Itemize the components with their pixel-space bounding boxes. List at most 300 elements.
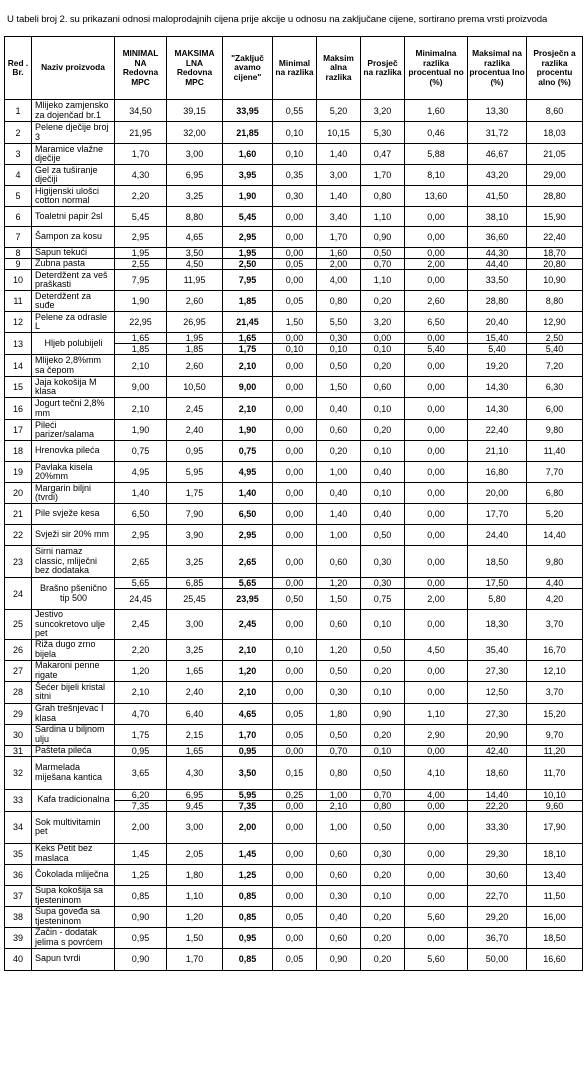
row-number-cell: 6 bbox=[5, 207, 32, 227]
value-cell: 2,65 bbox=[223, 546, 273, 578]
value-cell: 1,10 bbox=[167, 885, 223, 906]
value-cell: 8,60 bbox=[527, 100, 583, 122]
value-cell: 43,20 bbox=[468, 165, 527, 186]
value-cell: 0,80 bbox=[317, 291, 361, 312]
column-header: Naziv proizvoda bbox=[32, 37, 115, 100]
value-cell: 1,60 bbox=[317, 248, 361, 259]
value-cell: 1,20 bbox=[167, 906, 223, 927]
table-row bbox=[5, 681, 583, 703]
value-cell: 2,10 bbox=[223, 681, 273, 703]
row-number-cell: 16 bbox=[5, 398, 32, 420]
value-cell: 5,65 bbox=[223, 578, 273, 589]
value-cell: 0,60 bbox=[317, 546, 361, 578]
value-cell: 3,00 bbox=[167, 610, 223, 640]
value-cell: 0,95 bbox=[223, 745, 273, 756]
product-name-cell: Sardina u biljnom ulju bbox=[32, 724, 115, 745]
value-cell: 20,40 bbox=[468, 312, 527, 333]
value-cell: 0,40 bbox=[361, 462, 405, 483]
value-cell: 8,10 bbox=[405, 165, 468, 186]
value-cell: 2,10 bbox=[115, 681, 167, 703]
value-cell: 7,70 bbox=[527, 462, 583, 483]
value-cell: 1,00 bbox=[317, 462, 361, 483]
value-cell: 0,35 bbox=[273, 165, 317, 186]
row-number-cell: 7 bbox=[5, 227, 32, 248]
value-cell: 0,10 bbox=[361, 398, 405, 420]
value-cell: 22,95 bbox=[115, 312, 167, 333]
value-cell: 4,00 bbox=[405, 789, 468, 800]
value-cell: 0,00 bbox=[361, 333, 405, 344]
value-cell: 0,00 bbox=[273, 811, 317, 843]
value-cell: 0,00 bbox=[273, 525, 317, 546]
value-cell: 0,70 bbox=[361, 789, 405, 800]
value-cell: 3,25 bbox=[167, 186, 223, 207]
value-cell: 2,10 bbox=[223, 398, 273, 420]
value-cell: 0,60 bbox=[317, 610, 361, 640]
value-cell: 2,00 bbox=[405, 259, 468, 270]
value-cell: 0,00 bbox=[405, 660, 468, 681]
row-number-cell: 13 bbox=[5, 333, 32, 355]
product-name-cell: Pelene za odrasle L bbox=[32, 312, 115, 333]
value-cell: 3,00 bbox=[167, 144, 223, 165]
value-cell: 0,00 bbox=[405, 546, 468, 578]
value-cell: 22,20 bbox=[468, 800, 527, 811]
value-cell: 0,00 bbox=[405, 578, 468, 589]
row-number-cell: 34 bbox=[5, 811, 32, 843]
product-name-cell: Sapun tekući bbox=[32, 248, 115, 259]
value-cell: 0,25 bbox=[273, 789, 317, 800]
row-number-cell: 11 bbox=[5, 291, 32, 312]
row-number-cell: 24 bbox=[5, 578, 32, 610]
value-cell: 11,50 bbox=[527, 885, 583, 906]
value-cell: 4,00 bbox=[317, 270, 361, 291]
value-cell: 1,50 bbox=[317, 377, 361, 398]
value-cell: 1,20 bbox=[317, 639, 361, 660]
value-cell: 12,10 bbox=[527, 660, 583, 681]
column-header: Minimal na razlika bbox=[273, 37, 317, 100]
value-cell: 3,25 bbox=[167, 546, 223, 578]
value-cell: 1,25 bbox=[223, 864, 273, 885]
table-row bbox=[5, 504, 583, 525]
row-number-cell: 29 bbox=[5, 703, 32, 724]
value-cell: 1,10 bbox=[361, 207, 405, 227]
table-row bbox=[5, 703, 583, 724]
table-row bbox=[5, 660, 583, 681]
column-header: MAKSIMA LNA Redovna MPC bbox=[167, 37, 223, 100]
value-cell: 14,30 bbox=[468, 377, 527, 398]
value-cell: 0,50 bbox=[361, 811, 405, 843]
value-cell: 4,65 bbox=[223, 703, 273, 724]
product-name-cell: Mlijeko zamjensko za dojenčad br.1 bbox=[32, 100, 115, 122]
row-number-cell: 14 bbox=[5, 355, 32, 377]
table-row bbox=[5, 100, 583, 122]
value-cell: 0,00 bbox=[405, 377, 468, 398]
product-name-cell: Pašteta pileća bbox=[32, 745, 115, 756]
value-cell: 7,90 bbox=[167, 504, 223, 525]
value-cell: 3,50 bbox=[167, 248, 223, 259]
value-cell: 2,65 bbox=[115, 546, 167, 578]
column-header: Minimalna razlika procentual no (%) bbox=[405, 37, 468, 100]
value-cell: 6,80 bbox=[527, 483, 583, 504]
value-cell: 0,60 bbox=[317, 420, 361, 441]
table-row bbox=[5, 610, 583, 640]
value-cell: 0,00 bbox=[273, 546, 317, 578]
value-cell: 5,40 bbox=[405, 344, 468, 355]
value-cell: 17,70 bbox=[468, 504, 527, 525]
value-cell: 0,60 bbox=[317, 864, 361, 885]
value-cell: 0,00 bbox=[273, 227, 317, 248]
table-row bbox=[5, 525, 583, 546]
value-cell: 0,00 bbox=[405, 927, 468, 948]
value-cell: 0,20 bbox=[361, 291, 405, 312]
value-cell: 8,80 bbox=[167, 207, 223, 227]
value-cell: 0,00 bbox=[273, 441, 317, 462]
value-cell: 18,50 bbox=[468, 546, 527, 578]
value-cell: 0,05 bbox=[273, 724, 317, 745]
value-cell: 2,10 bbox=[223, 355, 273, 377]
value-cell: 0,00 bbox=[273, 504, 317, 525]
value-cell: 24,45 bbox=[115, 589, 167, 610]
value-cell: 0,75 bbox=[223, 441, 273, 462]
value-cell: 30,60 bbox=[468, 864, 527, 885]
value-cell: 21,05 bbox=[527, 144, 583, 165]
value-cell: 0,30 bbox=[273, 186, 317, 207]
table-row bbox=[5, 248, 583, 259]
value-cell: 0,90 bbox=[115, 906, 167, 927]
value-cell: 2,00 bbox=[223, 811, 273, 843]
value-cell: 0,00 bbox=[405, 270, 468, 291]
value-cell: 0,00 bbox=[273, 681, 317, 703]
value-cell: 1,80 bbox=[317, 703, 361, 724]
row-number-cell: 15 bbox=[5, 377, 32, 398]
value-cell: 16,00 bbox=[527, 906, 583, 927]
value-cell: 1,70 bbox=[223, 724, 273, 745]
value-cell: 4,50 bbox=[167, 259, 223, 270]
value-cell: 0,10 bbox=[273, 144, 317, 165]
value-cell: 0,00 bbox=[273, 610, 317, 640]
value-cell: 0,10 bbox=[361, 441, 405, 462]
value-cell: 29,00 bbox=[527, 165, 583, 186]
value-cell: 0,10 bbox=[273, 639, 317, 660]
value-cell: 6,00 bbox=[527, 398, 583, 420]
value-cell: 2,95 bbox=[223, 525, 273, 546]
value-cell: 0,70 bbox=[361, 259, 405, 270]
row-number-cell: 4 bbox=[5, 165, 32, 186]
value-cell: 0,70 bbox=[317, 745, 361, 756]
product-name-cell: Maramice vlažne dječije bbox=[32, 144, 115, 165]
value-cell: 4,95 bbox=[115, 462, 167, 483]
value-cell: 6,30 bbox=[527, 377, 583, 398]
value-cell: 1,20 bbox=[223, 660, 273, 681]
product-name-cell: Jogurt tečni 2,8% mm bbox=[32, 398, 115, 420]
table-row bbox=[5, 724, 583, 745]
table-row bbox=[5, 546, 583, 578]
value-cell: 0,00 bbox=[273, 462, 317, 483]
value-cell: 9,00 bbox=[223, 377, 273, 398]
value-cell: 1,40 bbox=[317, 144, 361, 165]
value-cell: 3,70 bbox=[527, 610, 583, 640]
value-cell: 15,90 bbox=[527, 207, 583, 227]
value-cell: 18,03 bbox=[527, 122, 583, 144]
value-cell: 21,45 bbox=[223, 312, 273, 333]
value-cell: 0,00 bbox=[273, 885, 317, 906]
value-cell: 0,05 bbox=[273, 703, 317, 724]
value-cell: 0,00 bbox=[405, 420, 468, 441]
value-cell: 2,10 bbox=[223, 639, 273, 660]
row-number-cell: 9 bbox=[5, 259, 32, 270]
value-cell: 5,95 bbox=[167, 462, 223, 483]
value-cell: 18,70 bbox=[527, 248, 583, 259]
value-cell: 0,00 bbox=[273, 745, 317, 756]
value-cell: 1,85 bbox=[167, 344, 223, 355]
value-cell: 2,90 bbox=[405, 724, 468, 745]
table-row bbox=[5, 462, 583, 483]
table-row bbox=[5, 122, 583, 144]
value-cell: 2,40 bbox=[167, 681, 223, 703]
product-name-cell: Čokolada mliječna bbox=[32, 864, 115, 885]
value-cell: 0,00 bbox=[273, 864, 317, 885]
product-name-cell: Začin - dodatak jelima s povrćem bbox=[32, 927, 115, 948]
row-number-cell: 30 bbox=[5, 724, 32, 745]
value-cell: 11,40 bbox=[527, 441, 583, 462]
row-number-cell: 26 bbox=[5, 639, 32, 660]
value-cell: 1,00 bbox=[317, 789, 361, 800]
value-cell: 2,00 bbox=[317, 259, 361, 270]
value-cell: 1,95 bbox=[115, 248, 167, 259]
value-cell: 0,10 bbox=[317, 344, 361, 355]
value-cell: 0,60 bbox=[317, 843, 361, 864]
row-number-cell: 37 bbox=[5, 885, 32, 906]
value-cell: 2,50 bbox=[527, 333, 583, 344]
value-cell: 0,30 bbox=[317, 885, 361, 906]
value-cell: 2,60 bbox=[405, 291, 468, 312]
table-row bbox=[5, 843, 583, 864]
row-number-cell: 8 bbox=[5, 248, 32, 259]
row-number-cell: 23 bbox=[5, 546, 32, 578]
value-cell: 0,05 bbox=[273, 948, 317, 970]
row-number-cell: 35 bbox=[5, 843, 32, 864]
value-cell: 1,85 bbox=[115, 344, 167, 355]
value-cell: 34,50 bbox=[115, 100, 167, 122]
value-cell: 0,40 bbox=[317, 398, 361, 420]
value-cell: 26,95 bbox=[167, 312, 223, 333]
product-name-cell: Pavlaka kisela 20%mm bbox=[32, 462, 115, 483]
value-cell: 2,10 bbox=[317, 800, 361, 811]
value-cell: 12,90 bbox=[527, 312, 583, 333]
table-row bbox=[5, 144, 583, 165]
value-cell: 2,95 bbox=[223, 227, 273, 248]
value-cell: 29,20 bbox=[468, 906, 527, 927]
value-cell: 1,25 bbox=[115, 864, 167, 885]
value-cell: 0,55 bbox=[273, 100, 317, 122]
value-cell: 4,50 bbox=[405, 639, 468, 660]
value-cell: 6,40 bbox=[167, 703, 223, 724]
value-cell: 0,20 bbox=[361, 906, 405, 927]
product-name-cell: Supa goveđa sa tjesteninom bbox=[32, 906, 115, 927]
product-name-cell: Deterdžent za suđe bbox=[32, 291, 115, 312]
value-cell: 15,40 bbox=[468, 333, 527, 344]
value-cell: 3,65 bbox=[115, 756, 167, 789]
table-row bbox=[5, 259, 583, 270]
value-cell: 1,40 bbox=[317, 504, 361, 525]
value-cell: 23,95 bbox=[223, 589, 273, 610]
value-cell: 6,50 bbox=[115, 504, 167, 525]
value-cell: 0,00 bbox=[405, 483, 468, 504]
value-cell: 1,00 bbox=[317, 811, 361, 843]
value-cell: 10,15 bbox=[317, 122, 361, 144]
value-cell: 0,30 bbox=[361, 546, 405, 578]
value-cell: 0,00 bbox=[273, 483, 317, 504]
value-cell: 0,00 bbox=[273, 843, 317, 864]
value-cell: 21,95 bbox=[115, 122, 167, 144]
product-name-cell: Margarin biljni (tvrdi) bbox=[32, 483, 115, 504]
value-cell: 0,00 bbox=[405, 462, 468, 483]
value-cell: 2,45 bbox=[167, 398, 223, 420]
value-cell: 5,45 bbox=[223, 207, 273, 227]
value-cell: 7,95 bbox=[223, 270, 273, 291]
value-cell: 0,00 bbox=[273, 578, 317, 589]
value-cell: 24,40 bbox=[468, 525, 527, 546]
table-row bbox=[5, 333, 583, 344]
value-cell: 0,85 bbox=[115, 885, 167, 906]
value-cell: 2,45 bbox=[115, 610, 167, 640]
value-cell: 9,45 bbox=[167, 800, 223, 811]
value-cell: 2,15 bbox=[167, 724, 223, 745]
value-cell: 1,75 bbox=[115, 724, 167, 745]
value-cell: 1,95 bbox=[167, 333, 223, 344]
value-cell: 4,30 bbox=[115, 165, 167, 186]
value-cell: 1,10 bbox=[361, 270, 405, 291]
value-cell: 22,40 bbox=[468, 420, 527, 441]
value-cell: 11,95 bbox=[167, 270, 223, 291]
table-row bbox=[5, 756, 583, 789]
row-number-cell: 38 bbox=[5, 906, 32, 927]
value-cell: 0,00 bbox=[273, 355, 317, 377]
value-cell: 18,50 bbox=[527, 927, 583, 948]
value-cell: 3,90 bbox=[167, 525, 223, 546]
row-number-cell: 1 bbox=[5, 100, 32, 122]
value-cell: 0,00 bbox=[273, 927, 317, 948]
row-number-cell: 10 bbox=[5, 270, 32, 291]
value-cell: 2,05 bbox=[167, 843, 223, 864]
value-cell: 0,00 bbox=[405, 207, 468, 227]
value-cell: 0,00 bbox=[405, 504, 468, 525]
value-cell: 0,00 bbox=[405, 800, 468, 811]
value-cell: 1,70 bbox=[115, 144, 167, 165]
value-cell: 20,80 bbox=[527, 259, 583, 270]
value-cell: 0,85 bbox=[223, 885, 273, 906]
value-cell: 28,80 bbox=[527, 186, 583, 207]
value-cell: 0,00 bbox=[405, 248, 468, 259]
row-number-cell: 28 bbox=[5, 681, 32, 703]
row-number-cell: 21 bbox=[5, 504, 32, 525]
value-cell: 2,60 bbox=[167, 355, 223, 377]
value-cell: 0,75 bbox=[361, 589, 405, 610]
value-cell: 0,00 bbox=[405, 441, 468, 462]
product-name-cell: Pile svježe kesa bbox=[32, 504, 115, 525]
value-cell: 3,50 bbox=[223, 756, 273, 789]
value-cell: 0,30 bbox=[361, 578, 405, 589]
table-row bbox=[5, 885, 583, 906]
value-cell: 2,00 bbox=[115, 811, 167, 843]
value-cell: 0,95 bbox=[223, 927, 273, 948]
value-cell: 9,80 bbox=[527, 420, 583, 441]
table-row bbox=[5, 377, 583, 398]
value-cell: 6,50 bbox=[223, 504, 273, 525]
row-number-cell: 32 bbox=[5, 756, 32, 789]
value-cell: 0,00 bbox=[273, 398, 317, 420]
value-cell: 0,00 bbox=[273, 377, 317, 398]
value-cell: 0,00 bbox=[405, 681, 468, 703]
value-cell: 0,05 bbox=[273, 259, 317, 270]
product-name-cell: Brašno pšenično tip 500 bbox=[32, 578, 115, 610]
value-cell: 27,30 bbox=[468, 703, 527, 724]
value-cell: 13,60 bbox=[405, 186, 468, 207]
value-cell: 0,20 bbox=[361, 355, 405, 377]
value-cell: 0,46 bbox=[405, 122, 468, 144]
product-name-cell: Hljeb polubijeli bbox=[32, 333, 115, 355]
value-cell: 33,95 bbox=[223, 100, 273, 122]
value-cell: 22,40 bbox=[527, 227, 583, 248]
product-name-cell: Hrenovka pileća bbox=[32, 441, 115, 462]
value-cell: 1,40 bbox=[317, 186, 361, 207]
value-cell: 1,45 bbox=[223, 843, 273, 864]
value-cell: 0,00 bbox=[405, 811, 468, 843]
value-cell: 21,10 bbox=[468, 441, 527, 462]
value-cell: 0,00 bbox=[273, 420, 317, 441]
value-cell: 3,20 bbox=[361, 100, 405, 122]
value-cell: 2,60 bbox=[167, 291, 223, 312]
column-header: Red . Br. bbox=[5, 37, 32, 100]
value-cell: 7,35 bbox=[223, 800, 273, 811]
value-cell: 1,65 bbox=[223, 333, 273, 344]
table-row bbox=[5, 639, 583, 660]
row-number-cell: 40 bbox=[5, 948, 32, 970]
value-cell: 18,30 bbox=[468, 610, 527, 640]
value-cell: 3,40 bbox=[317, 207, 361, 227]
value-cell: 36,60 bbox=[468, 227, 527, 248]
value-cell: 0,00 bbox=[405, 525, 468, 546]
value-cell: 14,30 bbox=[468, 398, 527, 420]
column-header: MINIMAL NA Redovna MPC bbox=[115, 37, 167, 100]
product-name-cell: Šećer bijeli kristal sitni bbox=[32, 681, 115, 703]
value-cell: 0,85 bbox=[223, 906, 273, 927]
value-cell: 0,90 bbox=[115, 948, 167, 970]
value-cell: 5,80 bbox=[468, 589, 527, 610]
product-name-cell: Marmelada miješana kantica bbox=[32, 756, 115, 789]
value-cell: 0,95 bbox=[115, 927, 167, 948]
value-cell: 0,90 bbox=[361, 703, 405, 724]
value-cell: 1,70 bbox=[167, 948, 223, 970]
value-cell: 4,40 bbox=[527, 578, 583, 589]
value-cell: 36,70 bbox=[468, 927, 527, 948]
table-row bbox=[5, 420, 583, 441]
value-cell: 5,88 bbox=[405, 144, 468, 165]
value-cell: 9,80 bbox=[527, 546, 583, 578]
value-cell: 1,75 bbox=[167, 483, 223, 504]
value-cell: 5,20 bbox=[317, 100, 361, 122]
value-cell: 0,50 bbox=[273, 589, 317, 610]
row-number-cell: 18 bbox=[5, 441, 32, 462]
table-row bbox=[5, 789, 583, 800]
value-cell: 2,10 bbox=[115, 355, 167, 377]
value-cell: 15,20 bbox=[527, 703, 583, 724]
value-cell: 0,30 bbox=[317, 681, 361, 703]
product-name-cell: Kafa tradicionalna bbox=[32, 789, 115, 811]
value-cell: 0,00 bbox=[405, 864, 468, 885]
value-cell: 6,85 bbox=[167, 578, 223, 589]
value-cell: 0,00 bbox=[273, 270, 317, 291]
value-cell: 0,50 bbox=[317, 355, 361, 377]
